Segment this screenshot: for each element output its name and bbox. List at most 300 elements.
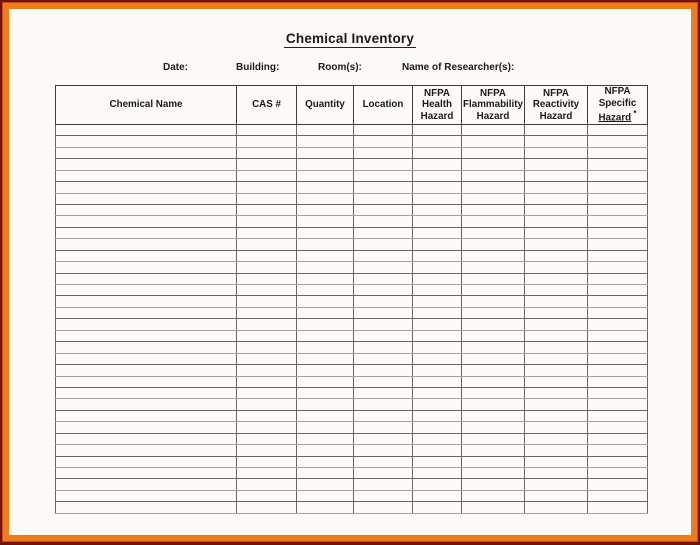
table-cell bbox=[462, 445, 525, 456]
table-cell bbox=[56, 147, 237, 158]
table-cell bbox=[413, 387, 462, 398]
table-cell bbox=[588, 342, 648, 353]
table-cell bbox=[462, 319, 525, 330]
table-cell bbox=[237, 433, 297, 444]
table-cell bbox=[525, 445, 588, 456]
table-cell bbox=[56, 479, 237, 490]
table-cell bbox=[462, 273, 525, 284]
table-cell bbox=[588, 193, 648, 204]
table-cell bbox=[588, 387, 648, 398]
table-cell bbox=[588, 239, 648, 250]
table-cell bbox=[413, 250, 462, 261]
table-cell bbox=[462, 433, 525, 444]
table-cell bbox=[297, 307, 354, 318]
table-cell bbox=[56, 193, 237, 204]
table-cell bbox=[237, 422, 297, 433]
table-cell bbox=[56, 353, 237, 364]
table-cell bbox=[462, 307, 525, 318]
table-cell bbox=[588, 216, 648, 227]
table-cell bbox=[56, 365, 237, 376]
table-cell bbox=[56, 445, 237, 456]
table-cell bbox=[462, 182, 525, 193]
table-cell bbox=[56, 319, 237, 330]
table-row bbox=[56, 445, 648, 456]
table-cell bbox=[588, 182, 648, 193]
table-cell bbox=[413, 204, 462, 215]
table-cell bbox=[525, 182, 588, 193]
table-cell bbox=[56, 502, 237, 514]
table-cell bbox=[525, 136, 588, 147]
table-cell bbox=[237, 490, 297, 501]
table-row bbox=[56, 193, 648, 204]
table-cell bbox=[297, 193, 354, 204]
table-cell bbox=[237, 227, 297, 238]
table-row bbox=[56, 182, 648, 193]
table-cell bbox=[354, 159, 413, 170]
table-cell bbox=[413, 410, 462, 421]
table-cell bbox=[354, 399, 413, 410]
table-cell bbox=[525, 433, 588, 444]
table-cell bbox=[56, 330, 237, 341]
column-header-nfpa-health-hazard: NFPA Health Hazard bbox=[413, 86, 462, 125]
table-cell bbox=[525, 307, 588, 318]
table-cell bbox=[56, 433, 237, 444]
table-row bbox=[56, 365, 648, 376]
table-cell bbox=[237, 456, 297, 467]
table-cell bbox=[462, 387, 525, 398]
table-cell bbox=[354, 204, 413, 215]
table-cell bbox=[462, 399, 525, 410]
table-cell bbox=[525, 456, 588, 467]
column-header-location: Location bbox=[354, 86, 413, 125]
table-cell bbox=[588, 250, 648, 261]
field-label-building: Building: bbox=[236, 62, 280, 73]
table-cell bbox=[588, 159, 648, 170]
table-cell bbox=[413, 262, 462, 273]
table-cell bbox=[297, 262, 354, 273]
table-cell bbox=[354, 182, 413, 193]
table-cell bbox=[413, 468, 462, 479]
table-cell bbox=[525, 250, 588, 261]
table-cell bbox=[354, 285, 413, 296]
table-cell bbox=[413, 319, 462, 330]
table-cell bbox=[237, 273, 297, 284]
table-cell bbox=[56, 124, 237, 135]
table-cell bbox=[588, 376, 648, 387]
table-cell bbox=[413, 193, 462, 204]
table-cell bbox=[462, 250, 525, 261]
table-cell bbox=[237, 330, 297, 341]
table-cell bbox=[462, 353, 525, 364]
table-cell bbox=[462, 410, 525, 421]
table-cell bbox=[588, 262, 648, 273]
table-cell bbox=[237, 193, 297, 204]
table-cell bbox=[354, 227, 413, 238]
table-cell bbox=[413, 182, 462, 193]
table-row bbox=[56, 296, 648, 307]
table-cell bbox=[297, 204, 354, 215]
table-cell bbox=[413, 216, 462, 227]
column-header-nfpa-specific-hazard: NFPA Specific Hazard * bbox=[588, 86, 648, 125]
table-cell bbox=[354, 216, 413, 227]
table-cell bbox=[297, 479, 354, 490]
table-row bbox=[56, 216, 648, 227]
table-cell bbox=[297, 342, 354, 353]
table-cell bbox=[297, 387, 354, 398]
table-cell bbox=[237, 479, 297, 490]
table-cell bbox=[588, 456, 648, 467]
table-cell bbox=[413, 342, 462, 353]
table-cell bbox=[588, 353, 648, 364]
table-cell bbox=[525, 479, 588, 490]
table-cell bbox=[413, 285, 462, 296]
table-cell bbox=[588, 147, 648, 158]
header-row bbox=[56, 86, 648, 125]
table-row bbox=[56, 433, 648, 444]
table-row bbox=[56, 136, 648, 147]
table-cell bbox=[588, 273, 648, 284]
table-cell bbox=[297, 250, 354, 261]
table-cell bbox=[413, 456, 462, 467]
table-row bbox=[56, 387, 648, 398]
table-cell bbox=[354, 136, 413, 147]
table-cell bbox=[462, 136, 525, 147]
table-row bbox=[56, 376, 648, 387]
table-cell bbox=[525, 490, 588, 501]
table-cell bbox=[56, 456, 237, 467]
table-cell bbox=[462, 239, 525, 250]
table-row bbox=[56, 502, 648, 514]
table-cell bbox=[525, 170, 588, 181]
table-cell bbox=[297, 296, 354, 307]
table-cell bbox=[297, 124, 354, 135]
table-cell bbox=[588, 330, 648, 341]
table-cell bbox=[413, 159, 462, 170]
table-cell bbox=[588, 136, 648, 147]
table-cell bbox=[56, 170, 237, 181]
table-cell bbox=[462, 456, 525, 467]
table-cell bbox=[354, 170, 413, 181]
table-cell bbox=[462, 422, 525, 433]
table-cell bbox=[588, 204, 648, 215]
table-cell bbox=[297, 216, 354, 227]
table-cell bbox=[237, 285, 297, 296]
table-cell bbox=[462, 376, 525, 387]
table-cell bbox=[525, 319, 588, 330]
table-cell bbox=[525, 342, 588, 353]
table-cell bbox=[237, 319, 297, 330]
table-row bbox=[56, 456, 648, 467]
table-cell bbox=[413, 170, 462, 181]
table-cell bbox=[237, 136, 297, 147]
scan-border-mid bbox=[2, 2, 698, 542]
table-cell bbox=[525, 124, 588, 135]
table-cell bbox=[525, 285, 588, 296]
table-cell bbox=[588, 296, 648, 307]
table-cell bbox=[525, 468, 588, 479]
table-cell bbox=[297, 410, 354, 421]
table-cell bbox=[588, 410, 648, 421]
table-cell bbox=[462, 296, 525, 307]
table-cell bbox=[56, 262, 237, 273]
table-cell bbox=[588, 490, 648, 501]
table-cell bbox=[56, 182, 237, 193]
table-cell bbox=[56, 422, 237, 433]
table-cell bbox=[56, 136, 237, 147]
table-cell bbox=[413, 479, 462, 490]
table-row bbox=[56, 307, 648, 318]
table-cell bbox=[297, 170, 354, 181]
table-cell bbox=[237, 365, 297, 376]
table-cell bbox=[237, 502, 297, 514]
table-cell bbox=[462, 342, 525, 353]
table-cell bbox=[525, 262, 588, 273]
table-row bbox=[56, 262, 648, 273]
column-header-nfpa-reactivity-hazard: NFPA Reactivity Hazard bbox=[525, 86, 588, 125]
table-cell bbox=[413, 307, 462, 318]
table-cell bbox=[297, 285, 354, 296]
table-cell bbox=[56, 159, 237, 170]
table-cell bbox=[588, 170, 648, 181]
table-row bbox=[56, 468, 648, 479]
table-cell bbox=[354, 147, 413, 158]
scan-border-orange bbox=[3, 3, 697, 541]
table-cell bbox=[354, 433, 413, 444]
table-cell bbox=[237, 204, 297, 215]
table-row bbox=[56, 490, 648, 501]
table-cell bbox=[56, 227, 237, 238]
table-cell bbox=[56, 285, 237, 296]
table-cell bbox=[462, 170, 525, 181]
table-cell bbox=[354, 479, 413, 490]
table-cell bbox=[354, 502, 413, 514]
table-cell bbox=[297, 330, 354, 341]
column-header-quantity: Quantity bbox=[297, 86, 354, 125]
table-cell bbox=[237, 410, 297, 421]
table-cell bbox=[297, 147, 354, 158]
table-cell bbox=[462, 159, 525, 170]
table-cell bbox=[588, 307, 648, 318]
table-cell bbox=[237, 170, 297, 181]
table-cell bbox=[354, 124, 413, 135]
table-cell bbox=[56, 490, 237, 501]
table-cell bbox=[354, 330, 413, 341]
table-cell bbox=[354, 273, 413, 284]
table-row bbox=[56, 410, 648, 421]
table-cell bbox=[462, 204, 525, 215]
table-cell bbox=[462, 502, 525, 514]
table-cell bbox=[297, 376, 354, 387]
table-cell bbox=[56, 387, 237, 398]
table-row bbox=[56, 342, 648, 353]
table-cell bbox=[413, 376, 462, 387]
table-cell bbox=[237, 262, 297, 273]
table-row bbox=[56, 353, 648, 364]
table-cell bbox=[237, 124, 297, 135]
table-cell bbox=[56, 399, 237, 410]
table-cell bbox=[297, 456, 354, 467]
table-row bbox=[56, 124, 648, 135]
table-cell bbox=[354, 468, 413, 479]
table-cell bbox=[413, 124, 462, 135]
table-cell bbox=[525, 159, 588, 170]
table-row bbox=[56, 227, 648, 238]
table-cell bbox=[588, 445, 648, 456]
table-cell bbox=[297, 468, 354, 479]
table-cell bbox=[354, 353, 413, 364]
table-cell bbox=[237, 307, 297, 318]
table-cell bbox=[354, 319, 413, 330]
table-cell bbox=[525, 147, 588, 158]
table-cell bbox=[413, 147, 462, 158]
table-cell bbox=[413, 239, 462, 250]
table-cell bbox=[297, 445, 354, 456]
table-cell bbox=[462, 147, 525, 158]
table-cell bbox=[413, 227, 462, 238]
table-cell bbox=[237, 445, 297, 456]
table-cell bbox=[588, 227, 648, 238]
table-cell bbox=[525, 399, 588, 410]
table-cell bbox=[413, 365, 462, 376]
table-cell bbox=[297, 182, 354, 193]
table-cell bbox=[56, 468, 237, 479]
table-cell bbox=[354, 262, 413, 273]
table-cell bbox=[237, 159, 297, 170]
table-cell bbox=[297, 319, 354, 330]
table-cell bbox=[297, 490, 354, 501]
table-cell bbox=[297, 365, 354, 376]
table-cell bbox=[354, 456, 413, 467]
table-cell bbox=[56, 307, 237, 318]
table-cell bbox=[462, 227, 525, 238]
table-cell bbox=[237, 376, 297, 387]
table-cell bbox=[297, 239, 354, 250]
header-fields bbox=[9, 62, 691, 76]
table-cell bbox=[588, 124, 648, 135]
table-cell bbox=[237, 147, 297, 158]
table-cell bbox=[237, 250, 297, 261]
table-cell bbox=[354, 490, 413, 501]
table-cell bbox=[413, 502, 462, 514]
field-label-researchers: Name of Researcher(s): bbox=[402, 62, 515, 73]
table-row bbox=[56, 479, 648, 490]
table-cell bbox=[525, 204, 588, 215]
table-cell bbox=[297, 422, 354, 433]
table-cell bbox=[56, 273, 237, 284]
table-cell bbox=[413, 330, 462, 341]
table-cell bbox=[297, 399, 354, 410]
table-cell bbox=[525, 273, 588, 284]
table-cell bbox=[525, 353, 588, 364]
table-cell bbox=[413, 136, 462, 147]
table-cell bbox=[413, 273, 462, 284]
table-cell bbox=[56, 204, 237, 215]
table-row bbox=[56, 319, 648, 330]
table-cell bbox=[237, 182, 297, 193]
table-row bbox=[56, 239, 648, 250]
table-cell bbox=[413, 399, 462, 410]
table-cell bbox=[413, 490, 462, 501]
table-cell bbox=[525, 376, 588, 387]
table-cell bbox=[297, 136, 354, 147]
table-cell bbox=[413, 422, 462, 433]
table-cell bbox=[525, 239, 588, 250]
table-row bbox=[56, 204, 648, 215]
table-cell bbox=[462, 262, 525, 273]
table-cell bbox=[588, 479, 648, 490]
table-cell bbox=[354, 445, 413, 456]
field-label-rooms: Room(s): bbox=[318, 62, 362, 73]
table-cell bbox=[588, 433, 648, 444]
table-cell bbox=[588, 468, 648, 479]
table-cell bbox=[525, 216, 588, 227]
document-page bbox=[9, 9, 691, 535]
column-header-cas: CAS # bbox=[237, 86, 297, 125]
table-cell bbox=[525, 365, 588, 376]
table-cell bbox=[588, 502, 648, 514]
table-cell bbox=[462, 216, 525, 227]
table-cell bbox=[525, 227, 588, 238]
table-cell bbox=[354, 307, 413, 318]
table-cell bbox=[56, 216, 237, 227]
table-cell bbox=[525, 330, 588, 341]
table-cell bbox=[525, 422, 588, 433]
table-cell bbox=[354, 239, 413, 250]
table-cell bbox=[297, 353, 354, 364]
table-row bbox=[56, 422, 648, 433]
table-cell bbox=[56, 376, 237, 387]
table-cell bbox=[354, 376, 413, 387]
table-cell bbox=[354, 422, 413, 433]
table-cell bbox=[588, 399, 648, 410]
table-cell bbox=[525, 387, 588, 398]
table-cell bbox=[297, 273, 354, 284]
table-row bbox=[56, 285, 648, 296]
table-cell bbox=[237, 468, 297, 479]
table-cell bbox=[56, 250, 237, 261]
table-cell bbox=[237, 353, 297, 364]
table-row bbox=[56, 170, 648, 181]
table-cell bbox=[588, 422, 648, 433]
table-cell bbox=[462, 479, 525, 490]
table-cell bbox=[56, 296, 237, 307]
table-cell bbox=[237, 296, 297, 307]
table-cell bbox=[354, 296, 413, 307]
table-cell bbox=[297, 433, 354, 444]
table-cell bbox=[237, 216, 297, 227]
table-cell bbox=[297, 502, 354, 514]
table-cell bbox=[462, 285, 525, 296]
table-cell bbox=[462, 330, 525, 341]
table-cell bbox=[56, 410, 237, 421]
table-row bbox=[56, 399, 648, 410]
inventory-table bbox=[55, 85, 648, 514]
table-cell bbox=[525, 502, 588, 514]
table-cell bbox=[413, 353, 462, 364]
table-cell bbox=[413, 296, 462, 307]
table-row bbox=[56, 250, 648, 261]
table-cell bbox=[237, 399, 297, 410]
field-label-date: Date: bbox=[163, 62, 189, 73]
table-cell bbox=[525, 193, 588, 204]
table-cell bbox=[354, 250, 413, 261]
table-cell bbox=[354, 342, 413, 353]
table-row bbox=[56, 330, 648, 341]
table-cell bbox=[588, 365, 648, 376]
table-cell bbox=[237, 342, 297, 353]
table-cell bbox=[354, 365, 413, 376]
table-cell bbox=[297, 159, 354, 170]
